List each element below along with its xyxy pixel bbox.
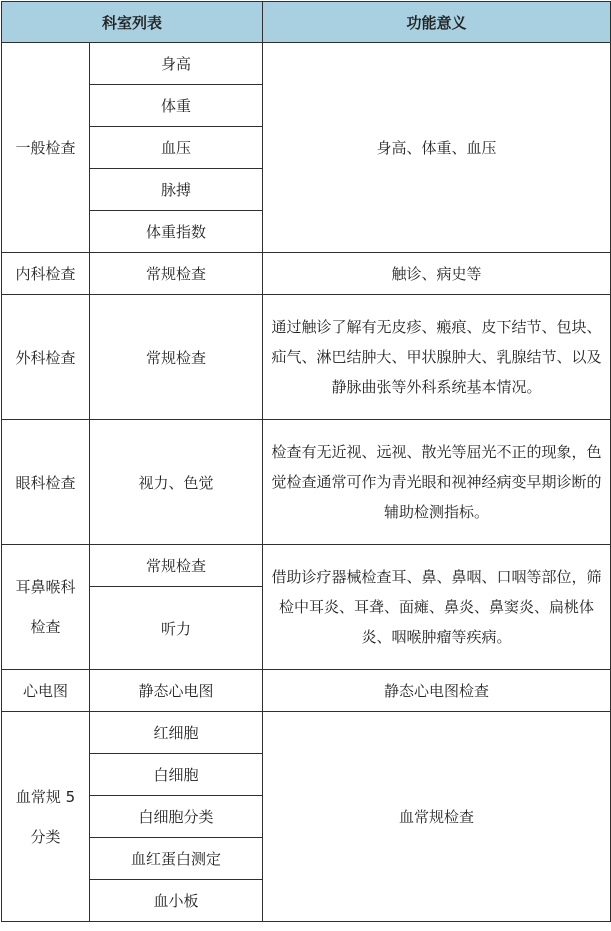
desc-blood: 血常规检查 <box>263 712 611 922</box>
item-internal-routine: 常规检查 <box>90 253 263 295</box>
item-rbc: 红细胞 <box>90 712 263 754</box>
table-row <box>2 253 611 295</box>
category-ent <box>2 545 90 670</box>
item-hemoglobin: 血红蛋白测定 <box>90 838 263 880</box>
desc-surgical: 通过触诊了解有无皮疹、瘢痕、皮下结节、包块、疝气、淋巴结肿大、甲状腺肿大、乳腺结节、以及静脉曲张等外科系统基本情况。 <box>263 295 611 420</box>
category-ent-line1: 耳鼻喉科 <box>15 578 76 596</box>
table-row <box>2 43 611 85</box>
desc-eye: 检查有无近视、远视、散光等屈光不正的现象，色觉检查通常可作为青光眼和视神经病变早期诊断的辅助检测指标。 <box>263 420 611 545</box>
item-eye-vision: 视力、色觉 <box>90 420 263 545</box>
desc-internal: 触诊、病史等 <box>263 253 611 295</box>
category-blood-line1: 血常规 5 <box>15 787 76 806</box>
item-wbc: 白细胞 <box>90 754 263 796</box>
item-ent-hearing: 听力 <box>90 587 263 670</box>
category-ent-line2: 检查 <box>30 618 61 636</box>
category-internal: 内科检查 <box>2 253 90 295</box>
desc-general: 身高、体重、血压 <box>263 43 611 253</box>
table-row <box>2 712 611 754</box>
table-row <box>2 545 611 587</box>
desc-ent: 借助诊疗器械检查耳、鼻、鼻咽、口咽等部位，筛检中耳炎、耳聋、面瘫、鼻炎、鼻窦炎、扁桃体炎、咽喉肿瘤等疾病。 <box>263 545 611 670</box>
item-weight: 体重 <box>90 85 263 127</box>
table-row <box>2 670 611 712</box>
exam-table <box>1 1 611 922</box>
item-wbc-differential: 白细胞分类 <box>90 796 263 838</box>
item-pulse: 脉搏 <box>90 169 263 211</box>
item-blood-pressure: 血压 <box>90 127 263 169</box>
item-bmi: 体重指数 <box>90 211 263 253</box>
item-ecg-static: 静态心电图 <box>90 670 263 712</box>
category-blood <box>2 712 90 922</box>
header-department-list: 科室列表 <box>2 2 263 43</box>
category-eye: 眼科检查 <box>2 420 90 545</box>
category-surgical: 外科检查 <box>2 295 90 420</box>
header-function-meaning: 功能意义 <box>263 2 611 43</box>
item-height: 身高 <box>90 43 263 85</box>
category-general: 一般检查 <box>2 43 90 253</box>
table-row <box>2 420 611 545</box>
item-ent-routine: 常规检查 <box>90 545 263 587</box>
category-blood-line2: 分类 <box>30 827 61 846</box>
desc-ecg: 静态心电图检查 <box>263 670 611 712</box>
category-ecg: 心电图 <box>2 670 90 712</box>
item-platelet: 血小板 <box>90 880 263 922</box>
item-surgical-routine: 常规检查 <box>90 295 263 420</box>
table-row <box>2 295 611 420</box>
header-row <box>2 2 611 43</box>
